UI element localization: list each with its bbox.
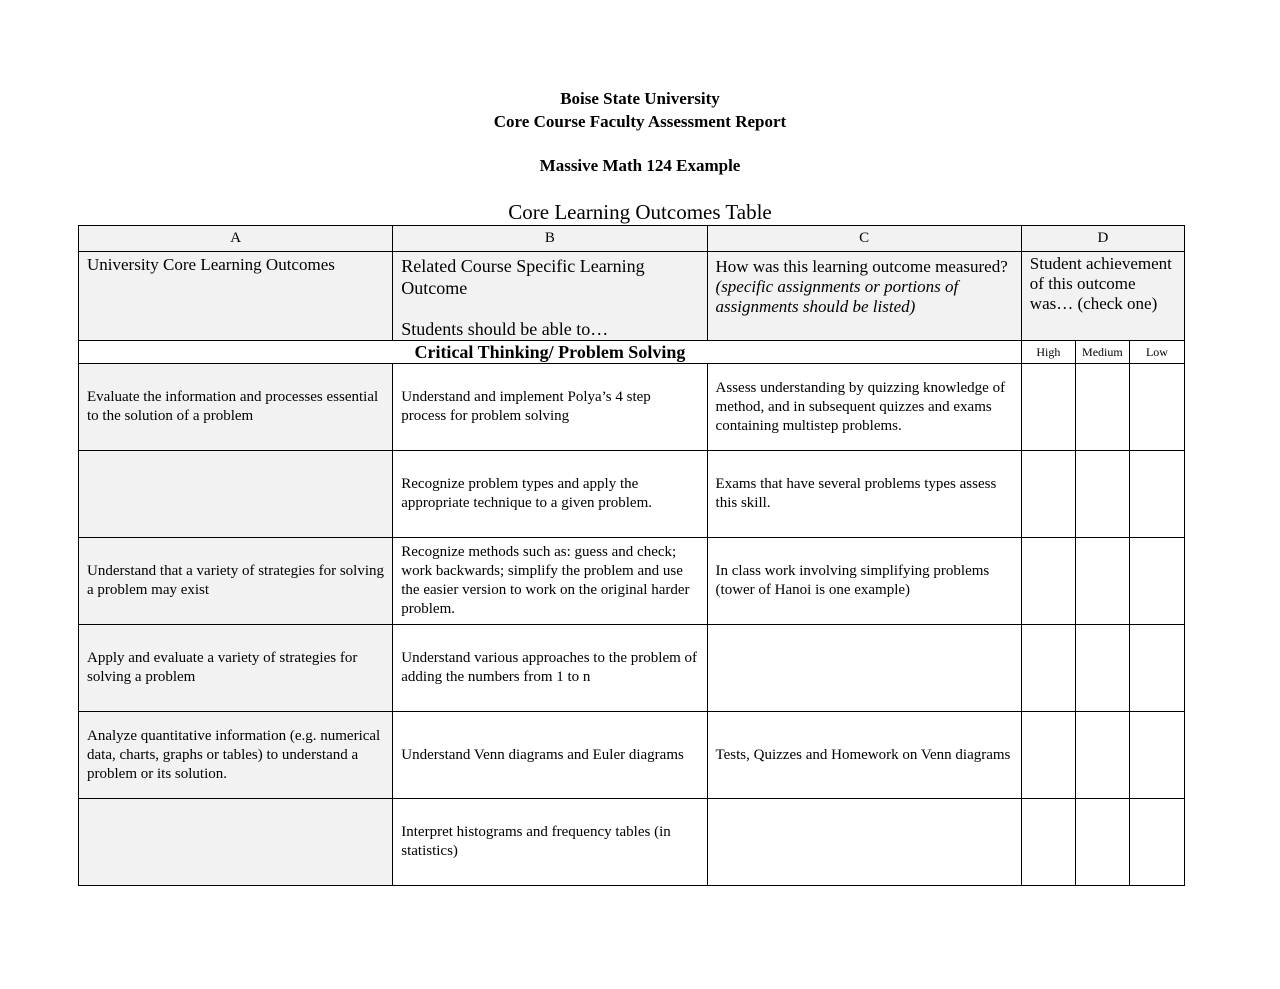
check-high-cell[interactable]	[1021, 625, 1075, 712]
check-medium-cell[interactable]	[1075, 451, 1129, 538]
column-letter-d: D	[1021, 226, 1184, 252]
measure-cell	[707, 625, 1021, 712]
course-outcome-cell: Recognize problem types and apply the appropriate technique to a given problem.	[393, 451, 707, 538]
course-outcome-cell: Understand various approaches to the problem of adding the numbers from 1 to n	[393, 625, 707, 712]
outcome-cell	[79, 799, 393, 886]
check-low-cell[interactable]	[1129, 538, 1184, 625]
measure-cell: Assess understanding by quizzing knowledge of method, and in subsequent quizzes and exams containing multistep problems.	[707, 364, 1021, 451]
institution-title: Boise State University	[560, 89, 720, 108]
check-low-cell[interactable]	[1129, 625, 1184, 712]
outcome-cell: Evaluate the information and processes essential to the solution of a problem	[79, 364, 393, 451]
measure-cell: Exams that have several problems types assess this skill.	[707, 451, 1021, 538]
column-header-row	[79, 252, 1185, 341]
table-title: Core Learning Outcomes Table	[508, 200, 772, 224]
column-letter-a: A	[79, 226, 393, 252]
check-high-cell[interactable]	[1021, 799, 1075, 886]
column-letter-b: B	[393, 226, 707, 252]
check-medium-cell[interactable]	[1075, 625, 1129, 712]
column-letter-c: C	[707, 226, 1021, 252]
col-c-header-note: (specific assignments or portions of assignments should be listed)	[715, 277, 959, 316]
section-row	[79, 341, 1185, 364]
table-row	[79, 799, 1185, 886]
outcome-cell	[79, 451, 393, 538]
column-letter-row	[79, 226, 1185, 252]
check-high-cell[interactable]	[1021, 451, 1075, 538]
measure-cell: In class work involving simplifying problems (tower of Hanoi is one example)	[707, 538, 1021, 625]
course-outcome-cell: Understand and implement Polya’s 4 step process for problem solving	[393, 364, 707, 451]
table-row	[79, 451, 1185, 538]
report-title: Core Course Faculty Assessment Report	[493, 112, 787, 131]
outcome-cell: Understand that a variety of strategies for solving a problem may exist	[79, 538, 393, 625]
outcome-cell: Analyze quantitative information (e.g. numerical data, charts, graphs or tables) to understand a problem or its solution.	[79, 712, 393, 799]
check-low-cell[interactable]	[1129, 799, 1184, 886]
check-medium-cell[interactable]	[1075, 799, 1129, 886]
check-medium-cell[interactable]	[1075, 712, 1129, 799]
level-high: High	[1021, 341, 1075, 364]
col-b-header-sub: Students should be able to…	[401, 319, 609, 339]
check-low-cell[interactable]	[1129, 364, 1184, 451]
check-high-cell[interactable]	[1021, 712, 1075, 799]
table-row	[79, 364, 1185, 451]
check-low-cell[interactable]	[1129, 712, 1184, 799]
table-row	[79, 538, 1185, 625]
col-c-header	[707, 252, 1021, 341]
check-low-cell[interactable]	[1129, 451, 1184, 538]
col-d-header: Student achievement of this outcome was… (check one)	[1021, 252, 1184, 341]
course-example-title: Massive Math 124 Example	[539, 156, 741, 175]
course-outcome-cell: Understand Venn diagrams and Euler diagrams	[393, 712, 707, 799]
check-high-cell[interactable]	[1021, 538, 1075, 625]
check-medium-cell[interactable]	[1075, 538, 1129, 625]
section-title: Critical Thinking/ Problem Solving	[79, 341, 1022, 364]
table-row	[79, 625, 1185, 712]
measure-cell	[707, 799, 1021, 886]
col-c-header-title: How was this learning outcome measured?	[715, 257, 1008, 276]
measure-cell: Tests, Quizzes and Homework on Venn diagrams	[707, 712, 1021, 799]
col-b-header-title: Related Course Specific Learning Outcome	[401, 256, 645, 298]
outcome-cell: Apply and evaluate a variety of strategies for solving a problem	[79, 625, 393, 712]
check-medium-cell[interactable]	[1075, 364, 1129, 451]
table-row	[79, 712, 1185, 799]
level-low: Low	[1129, 341, 1184, 364]
col-a-header: University Core Learning Outcomes	[79, 252, 393, 341]
course-outcome-cell: Recognize methods such as: guess and check; work backwards; simplify the problem and use the easier version to work on the original harder problem.	[393, 538, 707, 625]
col-b-header	[393, 252, 707, 341]
course-outcome-cell: Interpret histograms and frequency tables (in statistics)	[393, 799, 707, 886]
check-high-cell[interactable]	[1021, 364, 1075, 451]
level-medium: Medium	[1075, 341, 1129, 364]
outcomes-table	[78, 225, 1185, 886]
